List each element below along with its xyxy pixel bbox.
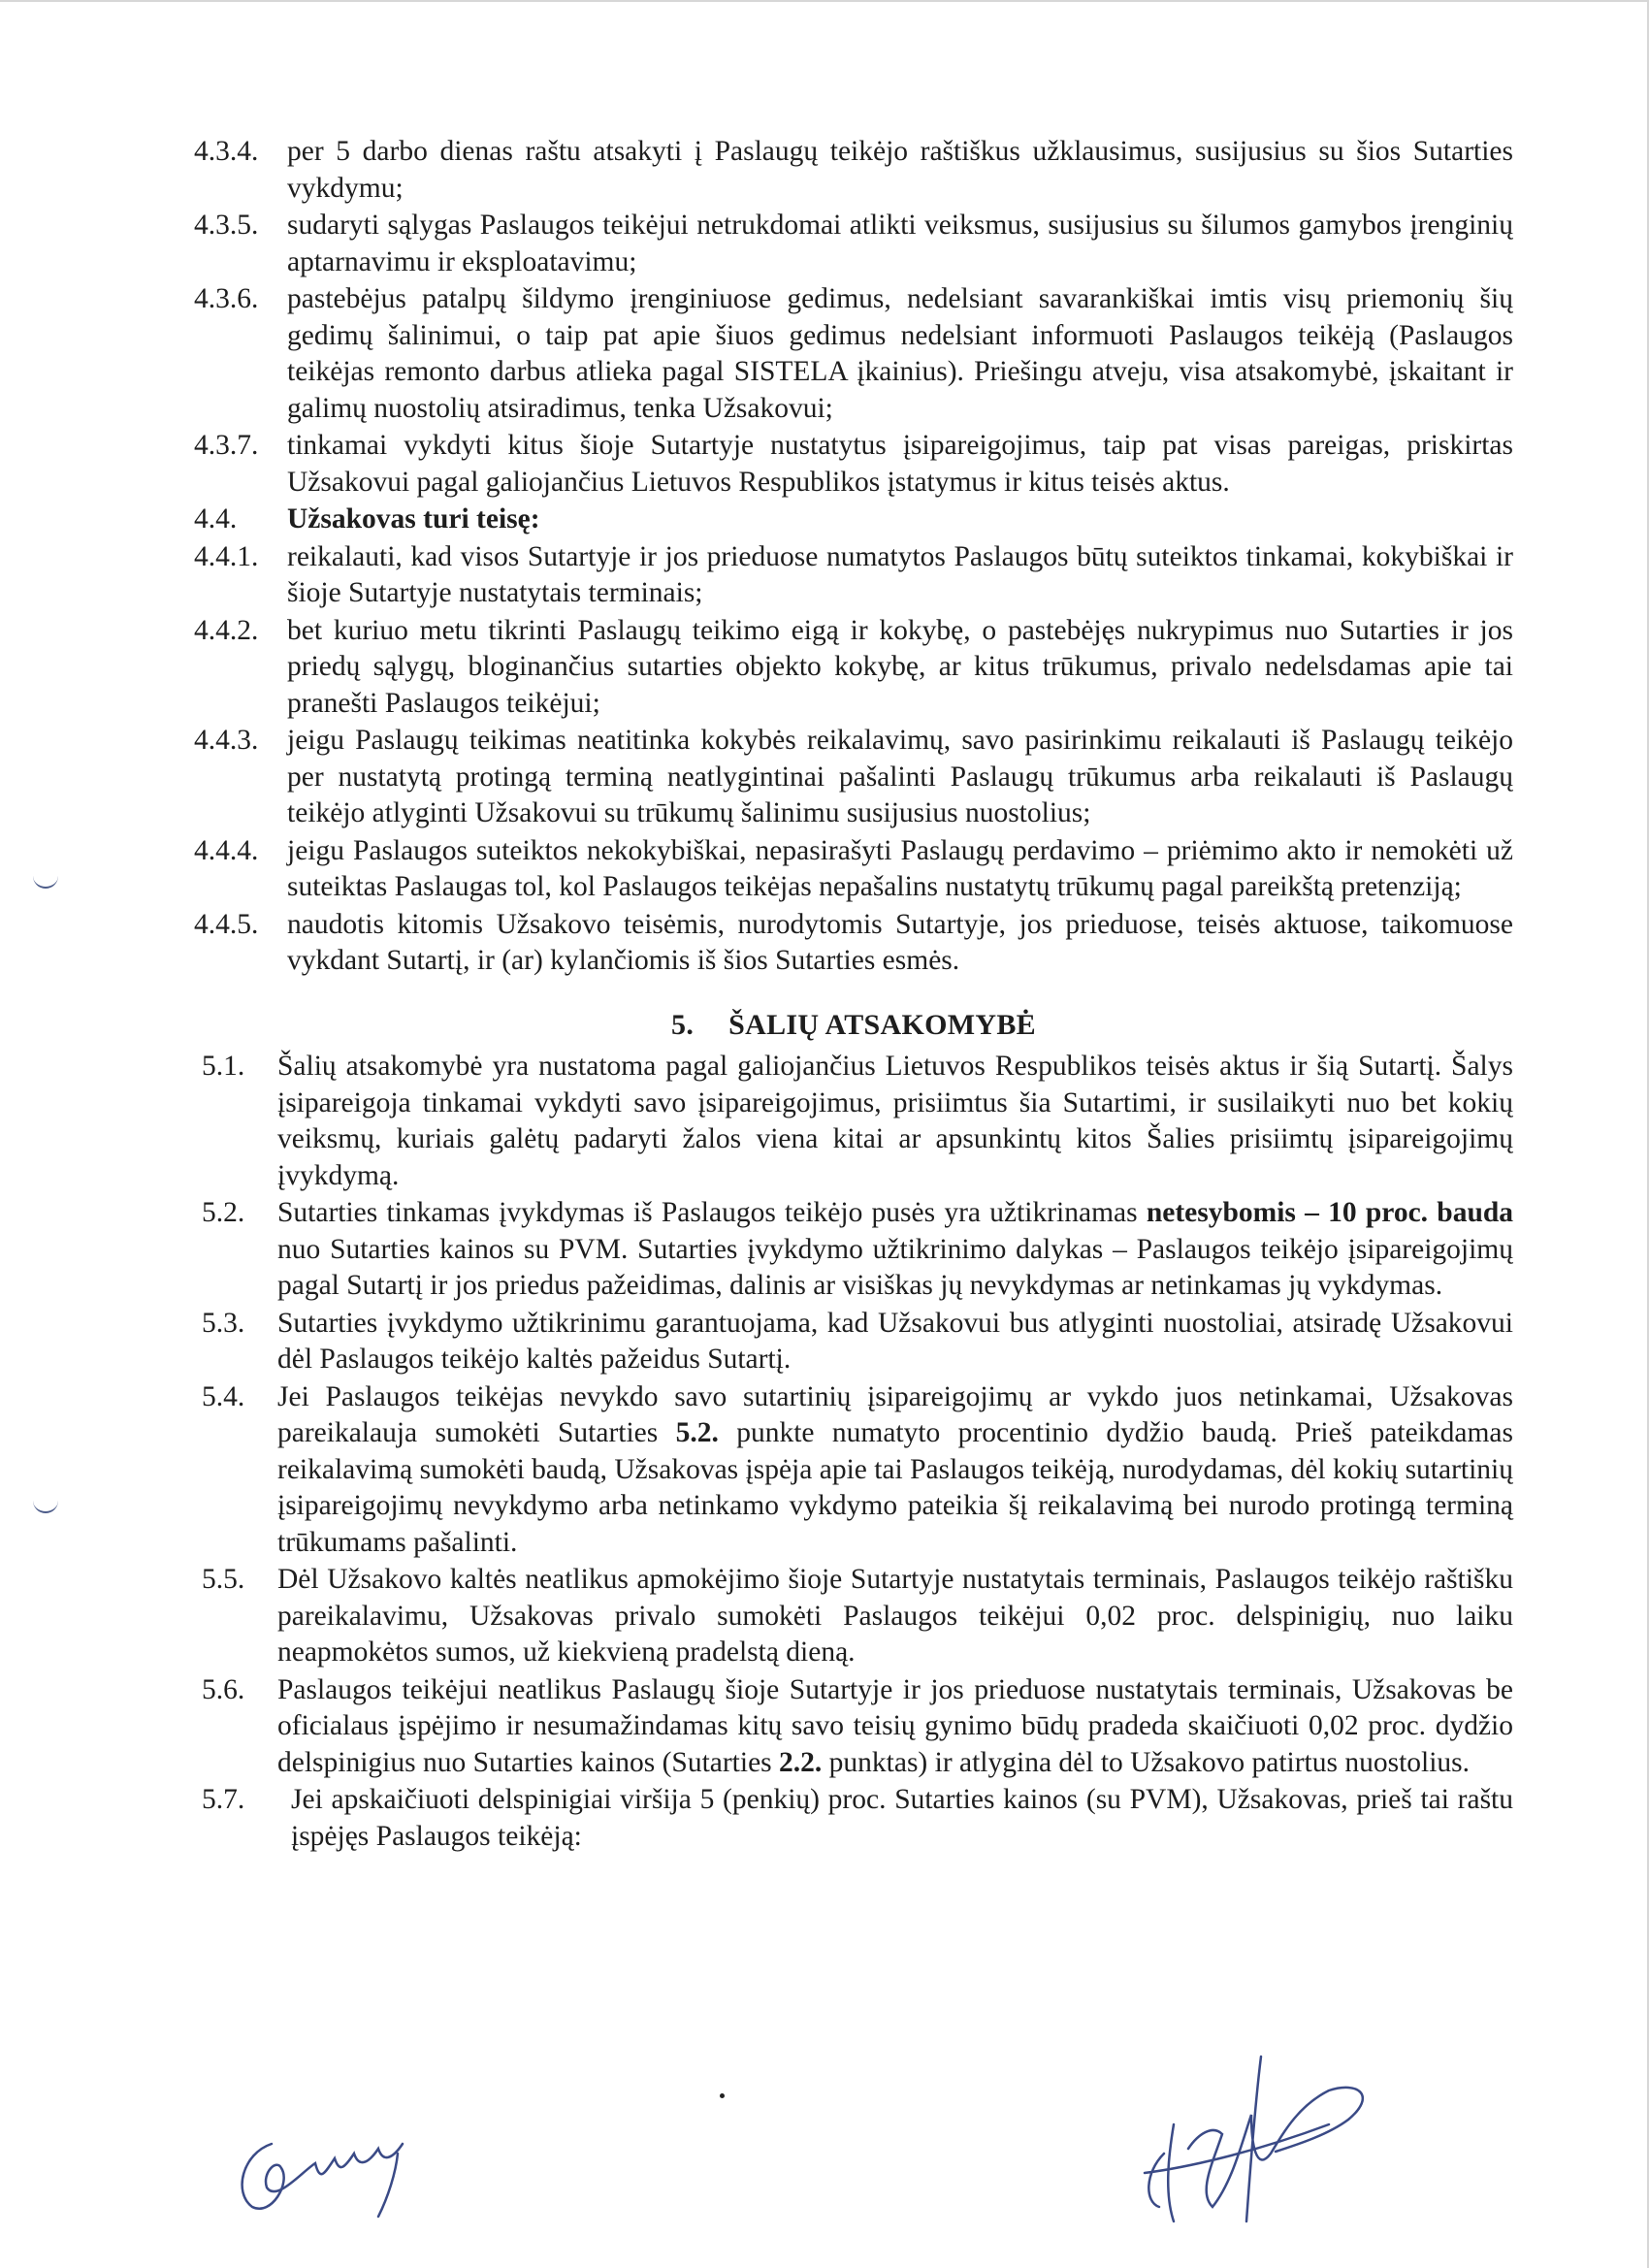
ink-dot [720, 2093, 725, 2098]
clause-text-bold: 5.2. [675, 1417, 719, 1448]
clause-number: 5.4. [202, 1380, 245, 1412]
clause-text-part: Paslaugos teikėjui neatlikus Paslaugų šioje Sutartyje ir jos prieduose nustatytais terminais, Užsakovas be oficialaus įspėjimo ir nesumažindamas kitų savo teisių gynimo būdų pradeda skaičiuoti 0,02 proc. dydžio delspinigius nuo Sutarties kainos (Sutarties [277, 1673, 1513, 1778]
clause-number: 5.5. [202, 1564, 245, 1595]
clause-5-5 [202, 1562, 1513, 1671]
clause-4-4-4 [194, 833, 1513, 906]
clause-number: 4.3.6. [194, 283, 259, 314]
scan-edge-top [0, 0, 1649, 2]
clause-number: 4.4.1. [194, 540, 259, 572]
clause-text: bet kuriuo metu tikrinti Paslaugų teikimo eigą ir kokybę, o pastebėjęs nukrypimus nuo Sutarties ir jos priedų sąlygų, bloginančius sutarties objekto kokybę, ar kitus trūkumus, privalo nedelsdamas apie tai pranešti Paslaugos teikėjui; [287, 614, 1513, 719]
clause-4-4-1 [194, 539, 1513, 612]
punch-hole-mark-top [33, 873, 58, 889]
clause-4-3-5 [194, 208, 1513, 280]
clause-text [277, 1379, 1513, 1562]
clause-text-part: nuo Sutarties kainos su PVM. Sutarties įvykdymo užtikrinimo dalykas – Paslaugos teikėjo įsipareigojimų pagal Sutartį ir jos priedus pažeidimas, dalinis ar visiškas jų nevykdymas ar netinkamas jų vykdymas. [277, 1233, 1513, 1301]
clause-text-part: punktas) ir atlygina dėl to Užsakovo patirtus nuostolius. [822, 1746, 1471, 1778]
clause-number: 4.4.4. [194, 834, 259, 866]
clause-4-3-6 [194, 281, 1513, 427]
clause-4-4 [194, 502, 1513, 538]
section-4-continuation [194, 134, 1513, 980]
clause-text: Jei apskaičiuoti delspinigiai viršija 5 (penkių) proc. Sutarties kainos (su PVM), Užsakovas, prieš tai raštu įspėjęs Paslaugos teikėją: [291, 1784, 1513, 1852]
clause-5-1 [202, 1049, 1513, 1194]
clause-number: 4.4.5. [194, 908, 259, 940]
clause-number: 4.4. [194, 503, 238, 535]
clause-text-part: Jei Paslaugos teikėjas nevykdo savo sutartinių įsipareigojimų ar vykdo juos netinkamai, Užsakovas pareikalauja sumokėti Sutarties [277, 1380, 1513, 1448]
clause-number: 5.6. [202, 1673, 245, 1705]
clause-number: 5.7. [202, 1784, 245, 1815]
clause-number: 5.2. [202, 1197, 245, 1228]
clause-text-part: Sutarties tinkamas įvykdymas iš Paslaugos teikėjo pusės yra užtikrinamas [277, 1197, 1147, 1228]
clause-5-2 [202, 1195, 1513, 1305]
clause-text: jeigu Paslaugos suteiktos nekokybiškai, nepasirašyti Paslaugų perdavimo – priėmimo akto ir nemokėti už suteiktas Paslaugas tol, kol Paslaugos teikėjas nepašalins nustatytų trūkumų pagal pareikštą pretenziją; [287, 834, 1513, 902]
clause-4-3-4 [194, 134, 1513, 207]
clause-4-3-7 [194, 428, 1513, 501]
clause-4-4-2 [194, 613, 1513, 723]
clause-text: tinkamai vykdyti kitus šioje Sutartyje nustatytus įsipareigojimus, taip pat visas pareigas, priskirtas Užsakovui pagal galiojančius Lietuvos Respublikos įstatymus ir kitus teisės aktus. [287, 430, 1513, 498]
clause-text: Dėl Užsakovo kaltės neatlikus apmokėjimo šioje Sutartyje nustatytais terminais, Paslaugos teikėjo raštišku pareikalavimu, Užsakovas privalo sumokėti Paslaugos teikėjui 0,02 proc. delspinigių, nuo laiku neapmokėtos sumos, už kiekvieną pradelstą dieną. [277, 1564, 1513, 1668]
clause-text: naudotis kitomis Užsakovo teisėmis, nurodytomis Sutartyje, jos prieduose, teisės aktuose, taikomuose vykdant Sutartį, ir (ar) kylančiomis iš šios Sutarties esmės. [287, 908, 1513, 976]
clause-text: sudaryti sąlygas Paslaugos teikėjui netrukdomai atlikti veiksmus, susijusius su šilumos gamybos įrenginių aptarnavimu ir eksploatavimu; [287, 210, 1513, 277]
clause-text: jeigu Paslaugų teikimas neatitinka kokybės reikalavimų, savo pasirinkimu reikalauti iš Paslaugų teikėjo per nustatytą protingą terminą neatlygintinai pašalinti Paslaugų trūkumus arba reikalauti iš Paslaugų teikėjo atlyginti Užsakovui su trūkumų šalinimu susijusius nuostolius; [287, 725, 1513, 828]
clause-heading: Užsakovas turi teisę: [287, 503, 540, 535]
clause-5-3 [202, 1306, 1513, 1378]
clause-text: pastebėjus patalpų šildymo įrenginiuose gedimus, nedelsiant savarankiškai imtis visų priemonių šių gedimų šalinimui, o taip pat apie šiuos gedimus nedelsiant informuoti Paslaugos teikėją (Paslaugos teikėjas remonto darbus atlieka pagal SISTELA įkainius). Priešingu atveju, visa atsakomybė, įskaitant ir galimų nuostolių atsiradimus, tenka Užsakovui; [287, 283, 1513, 424]
clause-text-part: punkte numatyto procentinio dydžio baudą. Prieš pateikdamas reikalavimą sumokėti baudą, Užsakovas įspėja apie tai Paslaugos teikėją, nurodydamas, dėl kokių sutartinių įsipareigojimų nevykdymo arba netinkamo vykdymo pateikia šį reikalavimą bei nurodo protingą terminą trūkumams pašalinti. [277, 1417, 1513, 1558]
clause-5-7 [202, 1782, 1513, 1855]
clause-4-4-5 [194, 907, 1513, 980]
section-5-heading [194, 1007, 1513, 1044]
clause-text-bold: netesybomis – 10 proc. bauda [1146, 1197, 1514, 1228]
clause-text: per 5 darbo dienas raštu atsakyti į Paslaugų teikėjo raštiškus užklausimus, susijusius su šios Sutarties vykdymu; [287, 136, 1513, 204]
clause-5-6 [202, 1672, 1513, 1782]
clause-number: 4.3.5. [194, 210, 259, 241]
clause-number: 4.3.4. [194, 136, 259, 167]
document-body [194, 134, 1513, 1856]
clause-text [277, 1195, 1513, 1305]
clause-number: 5.3. [202, 1307, 245, 1339]
signature-right [1106, 2037, 1397, 2231]
section-5 [194, 1049, 1513, 1855]
clause-text [277, 1672, 1513, 1782]
clause-4-4-3 [194, 723, 1513, 832]
section-title: ŠALIŲ ATSAKOMYBĖ [728, 1008, 1036, 1041]
clause-number: 5.1. [202, 1051, 245, 1082]
clause-5-4 [202, 1379, 1513, 1562]
clause-number: 4.4.2. [194, 614, 259, 646]
punch-hole-mark-bottom [33, 1498, 58, 1513]
clause-number: 4.4.3. [194, 725, 259, 756]
signature-left [223, 2115, 456, 2221]
clause-text: reikalauti, kad visos Sutartyje ir jos prieduose numatytos Paslaugos būtų suteiktos tinkamai, kokybiškai ir šioje Sutartyje nustatytais terminais; [287, 540, 1513, 608]
clause-number: 4.3.7. [194, 430, 259, 461]
clause-text-bold: 2.2. [779, 1746, 823, 1778]
section-number: 5. [671, 1008, 695, 1041]
clause-text: Sutarties įvykdymo užtikrinimu garantuojama, kad Užsakovui bus atlyginti nuostoliai, atsiradę Užsakovui dėl Paslaugos teikėjo kaltės pažeidus Sutartį. [277, 1307, 1513, 1375]
clause-text: Šalių atsakomybė yra nustatoma pagal galiojančius Lietuvos Respublikos teisės aktus ir šią Sutartį. Šalys įsipareigoja tinkamai vykdyti savo įsipareigojimus, prisiimtus šia Sutartimi, ir susilaikyti nuo bet kokių veiksmų, kuriais galėtų padaryti žalos viena kitai ar apsunkintų kitos Šalies prisiimtų įsipareigojimų įvykdymą. [277, 1051, 1513, 1191]
